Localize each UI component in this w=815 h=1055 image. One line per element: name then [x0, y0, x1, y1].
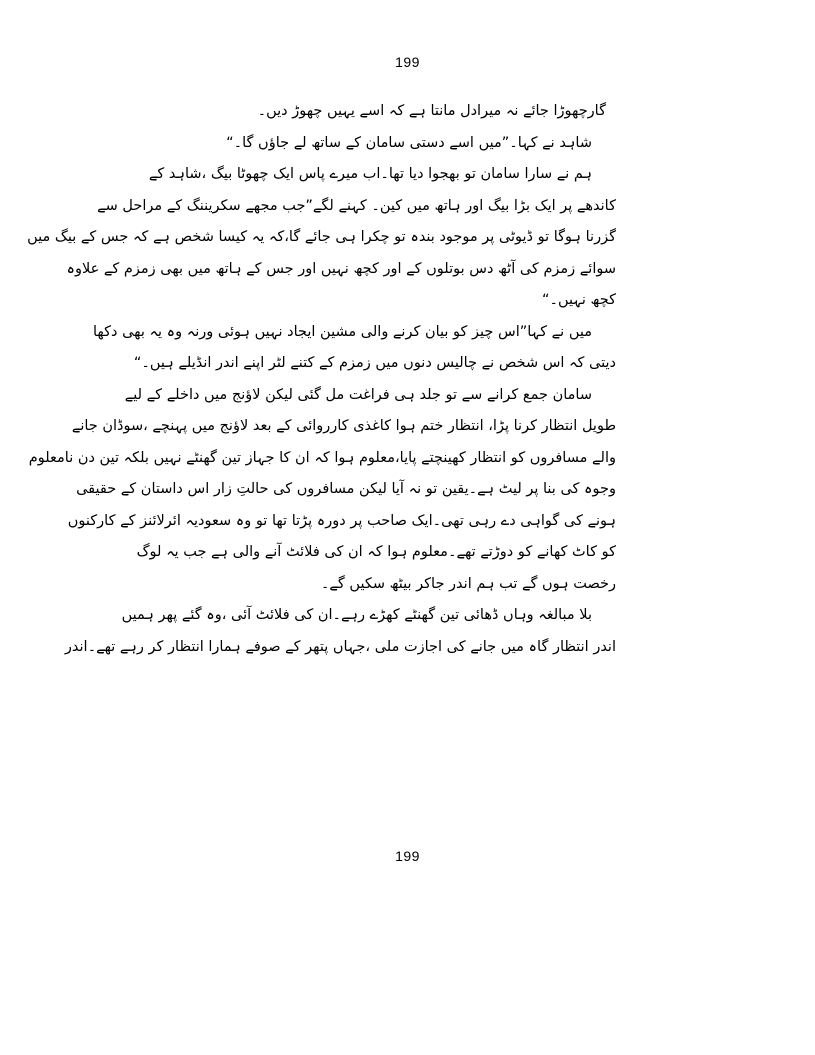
text-line: ہم نے سارا سامان تو بھجوا دیا تھا۔اب میرے پاس ایک چھوٹا بیگ ،شاہد کے: [148, 166, 592, 182]
text-line: بلا مبالغہ وہاں ڈھائی تین گھنٹے کھڑے رہے۔ان کی فلائٹ آئی ،وہ گئے پھر ہمیں: [121, 607, 592, 623]
text-line: اندر انتظار گاہ میں جانے کی اجازت ملی ،جہاں پتھر کے صوفے ہمارا انتظار کر رہے تھے۔اندر: [64, 638, 616, 655]
text-line: کچھ نہیں۔“: [542, 292, 616, 308]
page-number-bottom: 199: [395, 848, 420, 864]
text-line: گارچھوڑا جائے نہ میرادل مانتا ہے کہ اسے یہیں چھوڑ دیں۔: [257, 103, 606, 119]
text-line: میں نے کہا”اس چیز کو بیان کرنے والی مشین ایجاد نہیں ہوئی ورنہ وہ یہ بھی دکھا: [93, 323, 592, 340]
text-line: دیتی کہ اس شخص نے چالیس دنوں میں زمزم کے کتنے لٹر اپنے اندر انڈیلے ہیں۔“: [133, 355, 616, 371]
page-number-top: 199: [395, 54, 420, 70]
page-body-text: [27, 96, 616, 663]
text-line: رخصت ہوں گے تب ہم اندر جاکر بیٹھ سکیں گے۔: [320, 575, 616, 592]
text-line: گزرنا ہوگا تو ڈیوٹی پر موجود بندہ تو چکرا ہی جائے گا،کہ یہ کیسا شخص ہے کہ جس کے بیگ میں: [27, 229, 616, 245]
text-line: سوائے زمزم کی آٹھ دس بوتلوں کے اور کچھ نہیں اور جس کے ہاتھ میں بھی زمزم کے علاوہ: [66, 260, 616, 277]
text-line: کاندھے پر ایک بڑا بیگ اور ہاتھ میں کین۔ کہنے لگے”جب مجھے سکریننگ کے مراحل سے: [97, 197, 616, 214]
text-line: شاہد نے کہا۔”میں اسے دستی سامان کے ساتھ لے جاؤں گا۔“: [226, 134, 592, 151]
text-line: سامان جمع کرانے سے تو جلد ہی فراغت مل گئی لیکن لاؤنج میں داخلے کے لیے: [124, 386, 592, 403]
text-line: وجوہ کی بنا پر لیٹ ہے۔یقین تو نہ آیا لیکن مسافروں کی حالتِ زار اس داستان کے حقیقی: [76, 481, 616, 497]
text-line: طویل انتظار کرنا پڑا، انتظار ختم ہوا کاغذی کارروائی کے بعد لاؤنج میں پہنچے ،سوڈان جانے: [71, 418, 616, 434]
text-line: کو کاٹ کھانے کو دوڑتے تھے۔معلوم ہوا کہ ان کی فلائٹ آنے والی ہے جب یہ لوگ: [136, 544, 616, 560]
text-line: والے مسافروں کو انتظار کھینچتے پایا،معلوم ہوا کہ ان کا جہاز تین گھنٹے نہیں بلکہ تین دن نامعلوم: [28, 449, 616, 466]
text-line: ہونے کی گواہی دے رہی تھی۔ایک صاحب پر دورہ پڑتا تھا تو وہ سعودیہ ائرلائنز کے کارکنوں: [67, 512, 616, 529]
